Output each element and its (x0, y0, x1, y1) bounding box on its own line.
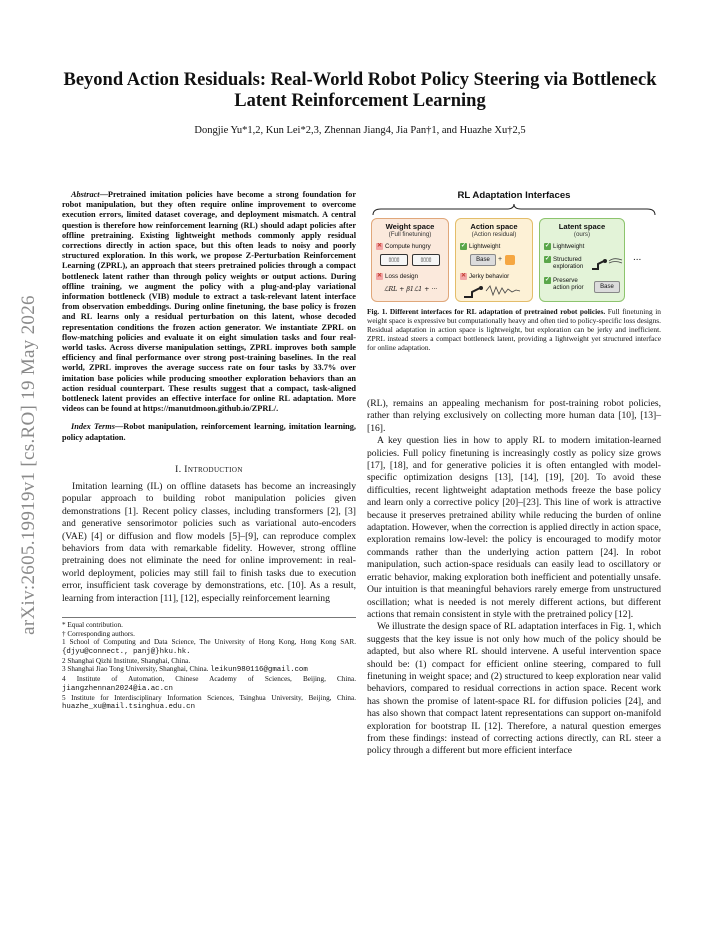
index-terms-text: —Robot manipulation, reinforcement learning, imitation learning, policy adaptation. (62, 422, 357, 442)
plus-icon: + (498, 256, 503, 263)
check-icon: ✓ (544, 243, 551, 249)
smooth-arm-icon (590, 255, 624, 271)
item-loss-design: ✕ Loss design (376, 273, 419, 280)
index-terms (62, 422, 356, 442)
panel-action-space (455, 218, 533, 302)
footnote-affiliation-2: 2 Shanghai Qizhi Institute, Shanghai, China. (62, 656, 191, 665)
section-heading-introduction: I. Introduction (175, 464, 243, 475)
panel-subheading: (ours) (573, 231, 591, 238)
item-preserve-action-prior: ✓ Preserve action prior (544, 277, 584, 291)
arxiv-identifier-text: arXiv:2605.19919v1 [cs.RO] 19 May 2026 (18, 295, 39, 635)
cross-icon: ✕ (376, 273, 383, 279)
cross-icon: ✕ (460, 273, 467, 279)
figure-1 (367, 190, 661, 352)
index-terms-lead: Index Terms (71, 422, 115, 432)
intro-paragraph-continued: (RL), remains an appealing mechanism for post-training robot policies, rather than relying exclusively on collecting more human data [10], [13]–[16]. (367, 398, 661, 434)
network-icon: ▯▯▯▯ (380, 254, 408, 266)
panel-heading: Latent space (558, 222, 606, 231)
footnote-affiliation-5: 5 Institute for Interdisciplinary Information Sciences, Tsinghua University, Beijing, China. huazhe_xu@mail.tsinghua.edu.cn (62, 693, 356, 712)
network-icon: ▯▯▯▯ (412, 254, 440, 266)
check-icon: ✓ (460, 243, 467, 249)
panel-subheading: (Full finetuning) (388, 231, 432, 238)
base-policy-box: Base (470, 254, 496, 266)
intro-paragraph-key-question: A key question lies in how to apply RL to modern imitation-learned policies. Full policy finetuning is increasingly costly as policy size grows [17], [18], and for generative policies it is often entangled with model-specific optimization designs [13], [14], [19], [20]. To avoid these difficulties, recent lightweight adaptation methods freeze the base policy and learn only a corrective policy [20]–[23]. This line of work is attractive because it preserves pretrained ability while reducing the burden of online adaptation. However, when the correction is applied directly in action space, exploration remains low-level: the policy is encouraged to modify motor commands rather than the underlying action pattern [24]. In robot manipulation, such action-space residuals can easily lead to oscillatory or erratic behavior, making exploration both inefficient and potentially unsafe. Our intuition is that meaningful behaviors rarely emerge from unstructured oscillation; what is needed is not merely different actions, but different actions that remain consistent in style with the pretrained policy [12]. (367, 435, 661, 620)
item-lightweight: ✓ Lightweight (460, 243, 501, 250)
figure-caption: Fig. 1. Different interfaces for RL adaptation of pretrained robot policies. Full finetuning in weight space is expressive but computationally heavy and often tied to policy-specific loss designs. Residual adaptation in action space is lightweight, but exploration can be jerky and inefficient. ZPRL instead steers a compact bottleneck latent, providing a lightweight yet structured interface for online adaptation. (367, 307, 661, 352)
footnote-corresponding: † Corresponding authors. (62, 629, 135, 638)
right-column (367, 190, 661, 758)
panel-latent-space (539, 218, 625, 302)
loss-formula: ℒRL + β1ℒ1 + ··· (384, 286, 438, 293)
panel-heading: Action space (470, 222, 518, 231)
item-lightweight: ✓ Lightweight (544, 243, 585, 250)
item-structured-exploration: ✓ Structured exploration (544, 256, 584, 270)
jerky-arm-icon (462, 283, 528, 299)
abstract-lead: Abstract (71, 190, 100, 199)
panel-heading: Weight space (385, 222, 435, 231)
footnotes (62, 617, 356, 712)
footnote-equal-contribution: * Equal contribution. (62, 620, 123, 629)
check-icon: ✓ (544, 256, 551, 262)
footnote-affiliation-4: 4 Institute of Automation, Chinese Academy of Sciences, Beijing, China. jiangzhennan2024@ia.ac.cn (62, 675, 356, 693)
footnote-affiliation-1: 1 School of Computing and Data Science, The University of Hong Kong, Hong Kong SAR. {djyu@connect., panj@}hku.hk. (62, 638, 356, 657)
flame-icon (505, 255, 515, 265)
paper-title: Beyond Action Residuals: Real-World Robot Policy Steering via Bottleneck Latent Reinforcement Learning (63, 70, 657, 111)
intro-paragraph-left: Imitation learning (IL) on offline datasets has become an increasingly popular approach to building robot manipulation policies given demonstrations [1]. Recent policy classes, including transformers [2], [3] and generative sensorimotor policies such as variational auto-encoders (VAE) [4] or diffusion and flow models [5]–[9], can reproduce complex behaviors from data with remarkable fidelity. However, strong offline pretraining does not eliminate the need for online improvement: in real-world deployment, policies may still fail to finish tasks due to execution error, insufficient task coverage by demonstrations, etc. [10]. As a result, learning from interaction [11], [12], especially reinforcement learning (62, 480, 356, 604)
left-column (62, 190, 356, 712)
panel-weight-space (371, 218, 449, 302)
brace-graphic (371, 204, 657, 216)
base-policy-box: Base (594, 281, 620, 293)
arxiv-identifier (14, 250, 44, 680)
right-body (367, 398, 661, 758)
footnote-affiliation-3: 3 Shanghai Jiao Tong University, Shanghai, China. leikun980116@gmail.com (62, 665, 308, 675)
item-jerky-behavior: ✕ Jerky behavior (460, 273, 510, 280)
intro-paragraph-design-space: We illustrate the design space of RL adaptation interfaces in Fig. 1, which suggests that the key issue is not only how much of the policy should be adapted, but also where RL should intervene. A useful intervention space should be: (1) compact for efficient online steering, compared to full finetuning in weight space; and (2) structured to keep exploration near valid behaviors, compared to residual corrections in action space. Recent work has shown the promise of latent-space RL for diffusion policies [24], and has also shown that compact latent representations can support on-manifold exploration for bootstrap IL [12]. Therefore, a natural question emerges from these findings: instead of correcting actions directly, can RL steer a policy through a different but more efficient interface (367, 621, 661, 757)
item-compute-hungry: ✕ Compute hungry (376, 243, 431, 250)
abstract-text: —Pretrained imitation policies have become a strong foundation for robot manipulation, but they often require online improvement to overcome execution errors, limited dataset coverage, and deployment mismatch. A central question is therefore how reinforcement learning (RL) should adapt policies after offline pretraining. Existing lightweight methods commonly apply residual corrections directly in action space, but this often leads to noisy and poorly structured exploration. In this work, we propose Z-Perturbation Reinforcement Learning (ZPRL), an approach that steers pretrained policies through a compact bottleneck latent rather than through policy weights or output actions. During offline training, we augment the policy with a plug-and-play variational information bottleneck (VIB) module to extract a task-relevant latent interface from observation embeddings. During online finetuning, the base policy is frozen and RL learns only a residual perturbation on this latent, whose decoded representation conditions the frozen action generator. We instantiate ZPRL on flow-matching policies and evaluate it on eight simulation tasks and four real-world tasks. Across diverse manipulation settings, ZPRL improves both sample efficiency and final performance over strong post-training baselines. In the real world, ZPRL improves the average success rate on four tasks by 33.7% over imitation base policies while producing smoother exploration behaviors than an action residual counterpart. These results suggest that a compact, task-aligned bottleneck latent provides an effective interface for online RL adaptation. More videos can be found at https://manutdmoon.github.io/ZPRL/. (62, 190, 356, 414)
panel-subheading: (Action residual) (471, 231, 517, 238)
author-list: Dongjie Yu*1,2, Kun Lei*2,3, Zhennan Jiang4, Jia Pan†1, and Huazhe Xu†2,5 (194, 125, 526, 136)
figure-title: RL Adaptation Interfaces (457, 190, 571, 201)
abstract (62, 190, 356, 414)
more-ellipsis: ... (633, 252, 642, 263)
check-icon: ✓ (544, 277, 551, 283)
cross-icon: ✕ (376, 243, 383, 249)
